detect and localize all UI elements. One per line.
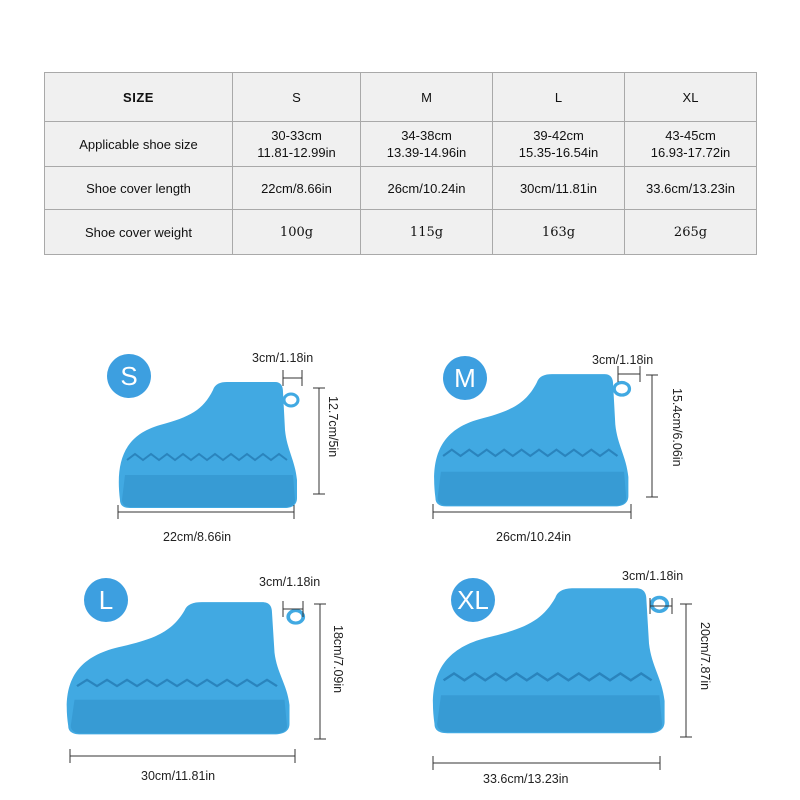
opening-line-m (618, 366, 640, 382)
size-badge-s: S (107, 354, 151, 398)
height-label-xl: 20cm/7.87in (698, 622, 712, 691)
in-value: 11.81-12.99in (257, 145, 336, 160)
opening-label-m: 3cm/1.18in (592, 353, 654, 367)
size-badge-m: M (443, 356, 487, 400)
cm-value: 39-42cm (533, 128, 584, 143)
size-header-cell: SIZE (45, 73, 233, 122)
weight-cell-m: 115g (361, 210, 493, 255)
weight-cell-xl: 265g (625, 210, 757, 255)
size-l-header: L (493, 73, 625, 122)
length-line-xl (433, 756, 660, 770)
height-line-s (313, 388, 325, 494)
size-xl-header: XL (625, 73, 757, 122)
length-label-m: 26cm/10.24in (496, 530, 572, 544)
length-cell-s: 22cm/8.66in (233, 167, 361, 210)
row-label-cover-length: Shoe cover length (45, 167, 233, 210)
height-line-xl (680, 604, 692, 737)
cm-value: 43-45cm (665, 128, 716, 143)
opening-label-l: 3cm/1.18in (259, 575, 321, 589)
length-label-l: 30cm/11.81in (141, 769, 216, 783)
length-line-m (433, 504, 631, 519)
weight-cell-l: 163g (493, 210, 625, 255)
opening-line-l (283, 601, 303, 617)
cm-value: 34-38cm (401, 128, 452, 143)
size-badge-xl: XL (451, 578, 495, 622)
height-line-m (646, 375, 658, 497)
height-label-l: 18cm/7.09in (331, 625, 345, 694)
in-value: 15.35-16.54in (518, 145, 599, 160)
opening-line-s (283, 370, 302, 386)
opening-label-s: 3cm/1.18in (252, 351, 314, 365)
cm-value: 30-33cm (271, 128, 322, 143)
length-line-l (70, 749, 295, 763)
weight-cell-s: 100g (233, 210, 361, 255)
height-line-l (314, 604, 326, 739)
in-value: 16.93-17.72in (650, 145, 731, 160)
size-badge-l: L (84, 578, 128, 622)
size-s-header: S (233, 73, 361, 122)
length-cell-l: 30cm/11.81in (493, 167, 625, 210)
row-label-cover-weight: Shoe cover weight (45, 210, 233, 255)
opening-label-xl: 3cm/1.18in (622, 569, 684, 583)
height-label-m: 15.4cm/6.06in (670, 388, 684, 467)
length-cell-m: 26cm/10.24in (361, 167, 493, 210)
length-cell-xl: 33.6cm/13.23in (625, 167, 757, 210)
height-label-s: 12.7cm/5in (326, 396, 340, 458)
length-label-s: 22cm/8.66in (163, 530, 232, 544)
in-value: 13.39-14.96in (386, 145, 467, 160)
size-m-header: M (361, 73, 493, 122)
length-label-xl: 33.6cm/13.23in (483, 772, 569, 786)
row-label-shoe-size: Applicable shoe size (45, 122, 233, 167)
opening-line-xl (650, 598, 672, 614)
length-line-s (118, 505, 294, 519)
